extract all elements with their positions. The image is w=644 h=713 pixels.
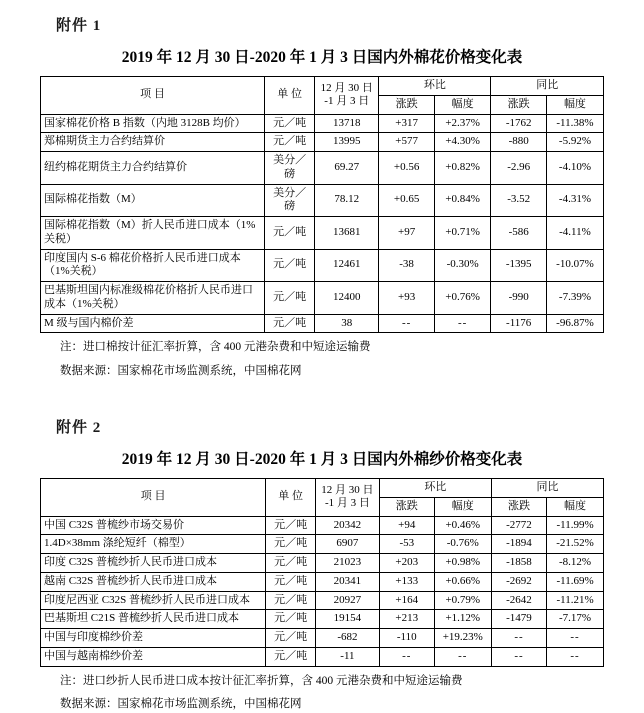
header-mom-change: 涨跌 (379, 497, 434, 516)
row-mom-change: +203 (379, 554, 434, 573)
row-mom-amp: -0.30% (434, 249, 491, 282)
row-item: 巴基斯坦国内标准级棉花价格折人民币进口成本（1%关税） (41, 282, 265, 315)
header-period: 12 月 30 日 -1 月 3 日 (315, 77, 379, 115)
row-mom-change: -53 (379, 535, 434, 554)
row-yoy-change: -2.96 (491, 152, 546, 185)
row-mom-amp: +0.82% (434, 152, 491, 185)
row-item: 越南 C32S 普梳纱折人民币进口成本 (41, 572, 266, 591)
table-row (41, 516, 604, 535)
row-item: 郑棉期货主力合约结算价 (41, 133, 265, 152)
row-yoy-change: -1395 (491, 249, 546, 282)
row-unit: 元／吨 (266, 647, 316, 666)
row-item: 中国 C32S 普梳纱市场交易价 (41, 516, 266, 535)
row-yoy-amp: -4.31% (546, 184, 603, 217)
row-price: 13681 (315, 217, 379, 250)
header-unit: 单 位 (266, 479, 316, 517)
header-yoy-change: 涨跌 (491, 497, 546, 516)
row-price: 38 (315, 314, 379, 333)
row-yoy-amp: -11.38% (546, 114, 603, 133)
row-unit: 元／吨 (266, 591, 316, 610)
row-yoy-change: -1858 (491, 554, 546, 573)
row-price: -682 (315, 629, 379, 648)
attachment-label-1: 附件 1 (56, 18, 102, 34)
row-yoy-change: -1479 (491, 610, 546, 629)
header-group-mom: 环比 (379, 479, 491, 498)
table-row (41, 314, 604, 333)
row-yoy-change: -2642 (491, 591, 546, 610)
row-mom-change: +94 (379, 516, 434, 535)
yarn-price-table (40, 478, 604, 667)
row-price: 20341 (315, 572, 379, 591)
row-price: 12461 (315, 249, 379, 282)
row-item: 国际棉花指数（M）折人民币进口成本（1%关税） (41, 217, 265, 250)
row-yoy-change: -2692 (491, 572, 546, 591)
row-item: 印度 C32S 普梳纱折人民币进口成本 (41, 554, 266, 573)
row-mom-amp: +0.84% (434, 184, 491, 217)
row-unit: 元／吨 (266, 535, 316, 554)
table-note-2: 注：进口纱折人民币进口成本按计征汇率折算，含 400 元港杂费和中短途运输费 (60, 674, 463, 687)
attachment-section-2 (0, 380, 644, 713)
row-mom-amp: +2.37% (434, 114, 491, 133)
row-mom-change: +164 (379, 591, 434, 610)
row-yoy-change: -2772 (491, 516, 546, 535)
table-row (41, 184, 604, 217)
row-yoy-amp: -96.87% (546, 314, 603, 333)
row-mom-amp: +0.79% (434, 591, 491, 610)
header-yoy-amp: 幅度 (547, 497, 604, 516)
row-unit: 元／吨 (266, 516, 316, 535)
row-yoy-amp: -7.17% (547, 610, 604, 629)
table-row (41, 647, 604, 666)
header-yoy-change: 涨跌 (491, 95, 546, 114)
row-unit: 元／吨 (266, 554, 316, 573)
table-wrapper-1 (40, 76, 604, 333)
row-unit: 元／吨 (266, 629, 316, 648)
row-unit: 美分／磅 (265, 152, 315, 185)
row-mom-amp: +19.23% (434, 629, 491, 648)
row-unit: 元／吨 (265, 314, 315, 333)
row-unit: 元／吨 (266, 610, 316, 629)
header-group-yoy: 同比 (491, 479, 603, 498)
header-period: 12 月 30 日 -1 月 3 日 (315, 479, 379, 517)
table-row (41, 249, 604, 282)
table-row (41, 217, 604, 250)
table-note-1: 注：进口棉按计征汇率折算，含 400 元港杂费和中短途运输费 (60, 341, 371, 354)
row-yoy-amp: -7.39% (546, 282, 603, 315)
row-mom-change: -110 (379, 629, 434, 648)
row-yoy-change: -1762 (491, 114, 546, 133)
row-item: 国际棉花指数（M） (41, 184, 265, 217)
table-row (41, 282, 604, 315)
row-price: 19154 (315, 610, 379, 629)
row-mom-change: -- (379, 647, 434, 666)
table-row (41, 591, 604, 610)
table-source-1: 数据来源：国家棉花市场监测系统，中国棉花网 (60, 364, 302, 377)
row-mom-change: +317 (379, 114, 434, 133)
row-item: 巴基斯坦 C21S 普梳纱折人民币进口成本 (41, 610, 266, 629)
table-wrapper-2 (40, 478, 604, 667)
row-yoy-change: -880 (491, 133, 546, 152)
row-unit: 元／吨 (265, 282, 315, 315)
row-unit: 元／吨 (265, 133, 315, 152)
row-item: 国家棉花价格 B 指数（内地 3128B 均价） (41, 114, 265, 133)
header-yoy-amp: 幅度 (546, 95, 603, 114)
row-price: 12400 (315, 282, 379, 315)
row-item: 纽约棉花期货主力合约结算价 (41, 152, 265, 185)
table-header-row (41, 77, 604, 96)
row-unit: 元／吨 (266, 572, 316, 591)
row-mom-amp: +0.71% (434, 217, 491, 250)
row-mom-amp: +0.76% (434, 282, 491, 315)
header-unit: 单 位 (265, 77, 315, 115)
row-mom-amp: -- (434, 647, 491, 666)
row-yoy-change: -586 (491, 217, 546, 250)
table-row (41, 554, 604, 573)
row-yoy-change: -- (491, 629, 546, 648)
cotton-price-table (40, 76, 604, 333)
row-item: 1.4D×38mm 涤纶短纤（棉型） (41, 535, 266, 554)
header-item: 项 目 (41, 479, 266, 517)
row-price: 20927 (315, 591, 379, 610)
row-item: 印度尼西亚 C32S 普梳纱折人民币进口成本 (41, 591, 266, 610)
table-row (41, 629, 604, 648)
row-unit: 元／吨 (265, 249, 315, 282)
table-row (41, 610, 604, 629)
row-yoy-amp: -21.52% (547, 535, 604, 554)
row-mom-amp: +4.30% (434, 133, 491, 152)
row-yoy-amp: -4.11% (546, 217, 603, 250)
row-mom-change: -- (379, 314, 434, 333)
row-yoy-amp: -10.07% (546, 249, 603, 282)
row-yoy-amp: -11.69% (547, 572, 604, 591)
row-item: 中国与印度棉纱价差 (41, 629, 266, 648)
row-price: -11 (315, 647, 379, 666)
row-yoy-amp: -8.12% (547, 554, 604, 573)
row-yoy-amp: -11.21% (547, 591, 604, 610)
row-yoy-amp: -4.10% (546, 152, 603, 185)
header-mom-change: 涨跌 (379, 95, 434, 114)
header-mom-amp: 幅度 (434, 95, 491, 114)
header-group-mom: 环比 (379, 77, 491, 96)
row-price: 13995 (315, 133, 379, 152)
attachment-label-2: 附件 2 (56, 420, 102, 437)
row-price: 13718 (315, 114, 379, 133)
table-row (41, 133, 604, 152)
row-unit: 元／吨 (265, 217, 315, 250)
row-mom-change: +577 (379, 133, 434, 152)
row-mom-change: +213 (379, 610, 434, 629)
table-row (41, 535, 604, 554)
row-mom-amp: +0.66% (434, 572, 491, 591)
row-mom-change: +133 (379, 572, 434, 591)
table-source-2: 数据来源：国家棉花市场监测系统，中国棉花网 (60, 697, 302, 710)
row-price: 21023 (315, 554, 379, 573)
table-row (41, 114, 604, 133)
row-mom-amp: +0.46% (434, 516, 491, 535)
row-item: 印度国内 S-6 棉花价格折人民币进口成本（1%关税） (41, 249, 265, 282)
row-yoy-amp: -- (547, 647, 604, 666)
table-title-1: 2019 年 12 月 30 日-2020 年 1 月 3 日国内外棉花价格变化表 (121, 49, 523, 66)
row-yoy-change: -- (491, 647, 546, 666)
row-price: 78.12 (315, 184, 379, 217)
row-mom-change: +0.65 (379, 184, 434, 217)
table-row (41, 572, 604, 591)
row-unit: 元／吨 (265, 114, 315, 133)
table-row (41, 152, 604, 185)
row-price: 69.27 (315, 152, 379, 185)
header-mom-amp: 幅度 (434, 497, 491, 516)
header-item: 项 目 (41, 77, 265, 115)
row-yoy-amp: -11.99% (547, 516, 604, 535)
row-mom-change: +93 (379, 282, 434, 315)
row-mom-amp: -0.76% (434, 535, 491, 554)
row-price: 6907 (315, 535, 379, 554)
row-unit: 美分／磅 (265, 184, 315, 217)
row-yoy-amp: -- (547, 629, 604, 648)
row-mom-change: +0.56 (379, 152, 434, 185)
row-mom-change: -38 (379, 249, 434, 282)
row-yoy-change: -3.52 (491, 184, 546, 217)
row-price: 20342 (315, 516, 379, 535)
table-title-2: 2019 年 12 月 30 日-2020 年 1 月 3 日国内外棉纱价格变化表 (121, 451, 523, 469)
row-item: M 级与国内棉价差 (41, 314, 265, 333)
row-mom-amp: -- (434, 314, 491, 333)
row-yoy-change: -1894 (491, 535, 546, 554)
row-yoy-change: -990 (491, 282, 546, 315)
table-header-row (41, 479, 604, 498)
row-yoy-change: -1176 (491, 314, 546, 333)
header-group-yoy: 同比 (491, 77, 604, 96)
row-item: 中国与越南棉纱价差 (41, 647, 266, 666)
row-mom-change: +97 (379, 217, 434, 250)
row-mom-amp: +0.98% (434, 554, 491, 573)
row-mom-amp: +1.12% (434, 610, 491, 629)
row-yoy-amp: -5.92% (546, 133, 603, 152)
